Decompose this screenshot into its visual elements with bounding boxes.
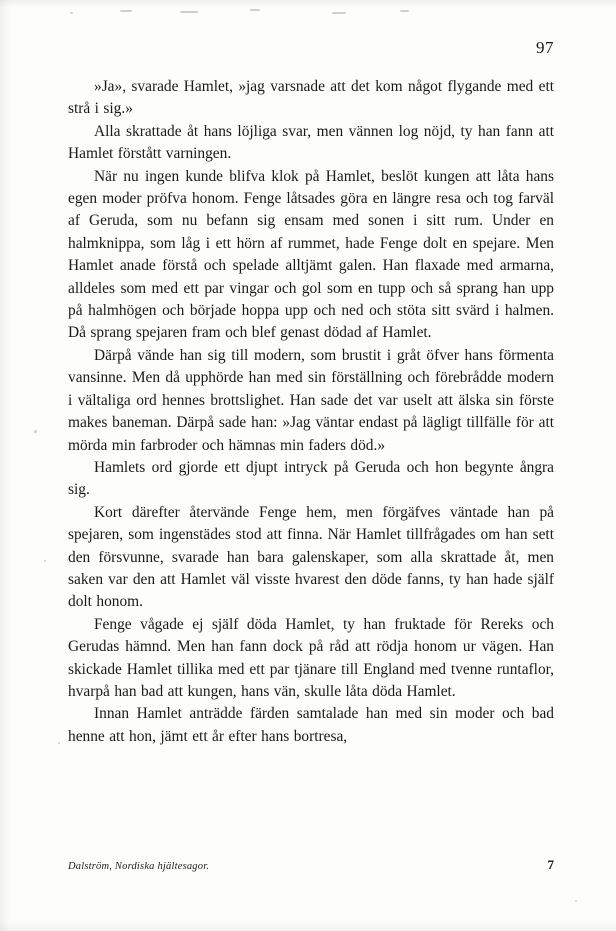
scan-speck xyxy=(44,560,46,562)
paragraph: Fenge vågade ej själf döda Hamlet, ty han fruktade för Rereks och Gerudas hämnd. Men han fann dock på råd att rödja honom ur vägen. Han skickade Hamlet tillika med ett par tjänare till England med tvenne runtaflor, hvarpå han bad att kungen, hans vän, skulle låta döda Hamlet. xyxy=(68,615,554,700)
scan-speck xyxy=(58,742,60,744)
page-footer xyxy=(68,857,554,873)
page-edge-shadow-left xyxy=(0,0,10,931)
footer-signature-number: 7 xyxy=(547,857,554,872)
page-number: 97 xyxy=(536,38,554,57)
paragraph: Alla skrattade åt hans löjliga svar, men vännen log nöjd, ty han fann att Hamlet förstått varningen. xyxy=(68,122,554,163)
paragraph: Därpå vände han sig till modern, som brustit i gråt öfver hans förmenta vansinne. Men då upphörde han med sin förställning och förebrådde modern i vältaliga ord hennes brottslighet. Han sade det var uselt att älska sin förste makes baneman. Därpå sade han: »Jag väntar endast på lägligt tillfälle för att mörda min farbroder och hämnas min faders död.» xyxy=(68,346,554,454)
page-body xyxy=(68,76,554,748)
scan-speck xyxy=(70,12,73,14)
paragraph: Innan Hamlet anträdde färden samtalade han med sin moder och bad henne att hon, jämt ett år efter hans bortresa, xyxy=(68,705,554,745)
scan-speck xyxy=(575,900,577,902)
scan-speck xyxy=(332,12,346,14)
scan-speck xyxy=(120,10,132,12)
paragraph: Hamlets ord gjorde ett djupt intryck på Geruda och hon begynte ångra sig. xyxy=(68,458,554,499)
scan-speck xyxy=(180,11,198,13)
paragraph: När nu ingen kunde blifva klok på Hamlet, beslöt kungen att låta hans egen moder pröfva honom. Fenge låtsades göra en längre resa och tog farväl af Geruda, som nu befann sig ensam med sonen i sitt rum. Under en halmknippa, som låg i ett hörn af rummet, hade Fenge dolt en spejare. Men Hamlet anade förstå och spelade alltjämt galen. Han flaxade med armarna, alldeles som med ett par vingar och gol som en tupp och så sprang han upp på halmhögen och började hoppa upp och ned och stöta sitt svärd i halmen. Då sprang spejaren fram och blef genast dödad af Hamlet. xyxy=(68,167,554,342)
page-edge-shadow-top xyxy=(0,0,616,8)
page-edge-shadow-bottom xyxy=(0,921,616,931)
scan-speck xyxy=(250,9,260,11)
scan-speck xyxy=(400,10,409,12)
paragraph: Kort därefter återvände Fenge hem, men förgäfves väntade han på spejaren, som ingenstädes stod att finna. När Hamlet tillfrågades om han sett den försvunne, svarade han bara galenskaper, som alla skrattade åt, men saken var den att Hamlet väl visste hvarest den döde fanns, ty han hade själf dolt honom. xyxy=(68,503,554,611)
scan-speck xyxy=(34,430,37,433)
paragraph: »Ja», svarade Hamlet, »jag varsnade att det kom något flygande med ett strå i sig.» xyxy=(68,78,554,118)
footer-signature: Dalström, Nordiska hjältesagor. xyxy=(68,861,210,872)
